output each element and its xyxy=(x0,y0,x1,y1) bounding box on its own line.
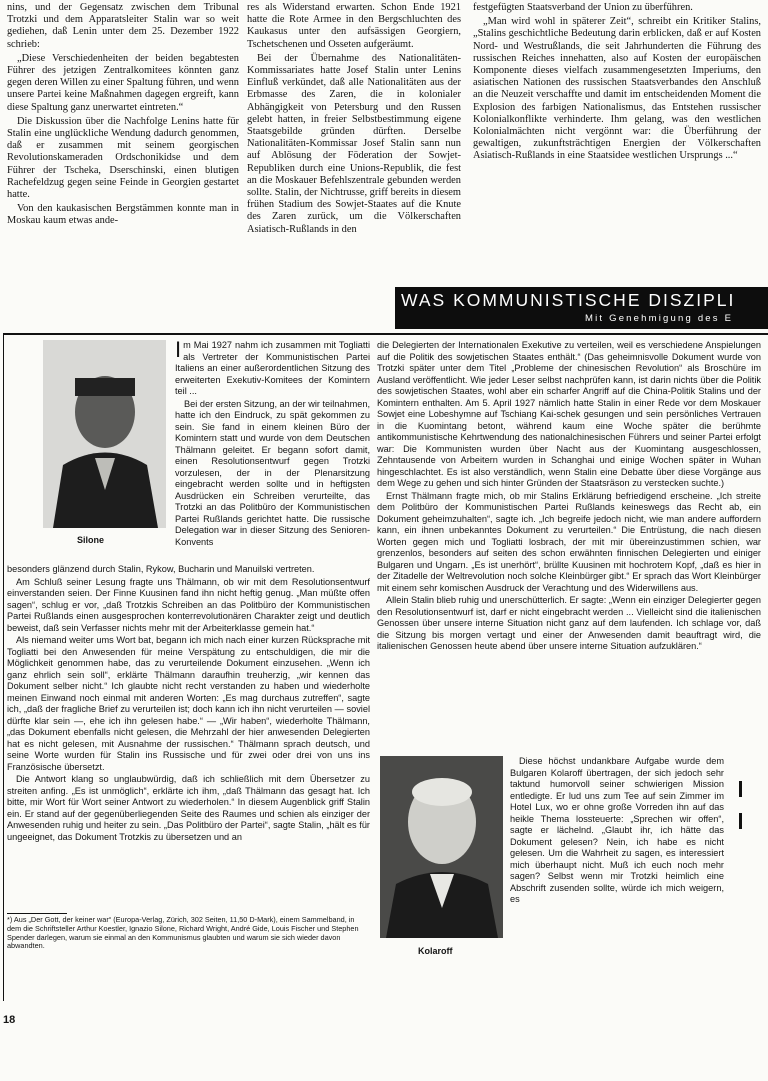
paragraph: Ernst Thälmann fragte mich, ob mir Stalins Erklärung befriedigend erscheine. „Ich streite dem Politbüro der Kommunistischen Partei Rußlands keineswegs das Recht ab, ein Dokument geheimzuhalten“, sagte ich. „Ich begreife jedoch nicht, wie man andere auffordern kann, ein ihnen unbekanntes Dokument zu verurteilen.“ Die Entrüstung, die nach diesen Worten gegen mich und Togliatti losbrach, der mit mir übereinzustimmen schien, war grenzenlos, besonders auf seiten des schon erwähnten finnischen Delegierten und einiger Bulgaren und Ungarn. „Es ist unerhört“, brüllte Kuusinen mit hochrotem Kopf, „daß es hier in der Zitadelle der Weltrevolution noch solche Kleinbürger gibt.“ Er sprach das Wort Kleinbürger mit einem sehr komischen Ausdruck der Verachtung und des Widerwillens aus. xyxy=(377,490,761,593)
margin-mark xyxy=(739,781,742,797)
headline-banner xyxy=(395,287,768,329)
article-top-rule xyxy=(3,333,768,335)
paragraph: Bei der Übernahme des Nationalitäten-Kommissariates hatte Josef Stalin unter Lenins Einfluß verkündet, daß alle Nationalitäten aus der Erbmasse des Zaren, die in kolonialer Abhängigkeit von Petersburg und den Russen gelebt hatten, in freier Selbstbestimmung eigene Staatsgebilde gründen dürften. Derselbe Nationalitäten-Kommissar Josef Stalin sann nun auf Ablösung der Föderation der Sowjet-Republiken durch eine Unions-Republik, die fest an die Moskauer Befehlszentrale gebunden werden sollte. Stalin, der Nichtrusse, griff bereits in diesem frühen Stadium des Sowjet-Staates auf die Knute des Zaren zurück, um die Völkerschaften Asiatisch-Rußlands in den xyxy=(247,52,461,235)
paragraph: Die Antwort klang so unglaubwürdig, daß ich schließlich mit dem Übersetzer zu streiten anfing. „Es ist unmöglich“, erklärte ich ihm, „daß Thälmann das gesagt hat. Ich bitte, mir Wort für Wort seiner Antwort zu wiederholen.“ In diesem Augenblick griff Stalin ein. Er stand auf der gegenüberliegenden Seite des Raumes und schien als einziger der Anwesenden ruhig und heiter zu sein. „Das Politbüro der Partei“, sagte Stalin, „hält es für ungeeignet, das Dokument Trotzkis zu übersetzen und an xyxy=(7,774,370,842)
paragraph: m Mai 1927 nahm ich zusammen mit Togliatti als Vertreter der Kommunistischen Partei Italiens an einer außerordentlichen Sitzung des erweiterten Exekutiv-Komitees der Komintern teil ... xyxy=(175,340,370,396)
top-column-1 xyxy=(7,2,239,285)
paragraph: Bei der ersten Sitzung, an der wir teilnahmen, hatte ich den Eindruck, zu spät gekommen zu sein. Sie fand in einem kleinen Büro der Komintern statt und wurde von dem Deutschen Thälmann geleitet. Er begann sofort damit, einen Resolutionsentwurf gegen Trotzki vorzulesen, der in der Plenarsitzung eingebracht werden sollte und in heftigsten Ausdrücken ein Schreiben verurteilte, das Trotzki an das Politbüro der Kommunistischen Partei Rußlands gerichtet hatte. Die russische Delegation war in dieser Sitzung des Senioren-Konvents xyxy=(175,398,370,547)
paragraph: festgefügten Staatsverband der Union zu überführen. xyxy=(473,2,693,13)
article-left-column xyxy=(7,564,370,909)
paragraph: nins, und der Gegensatz zwischen dem Tribunal Trotzki und dem Apparatsleiter Stalin war so weit gediehen, daß Lenin unter dem 25. Dezember 1922 schrieb: xyxy=(7,2,239,50)
article-intro xyxy=(175,340,370,564)
article-photo-column xyxy=(510,756,724,984)
top-column-2 xyxy=(247,2,461,285)
headline-subtitle: Mit Genehmigung des E xyxy=(585,313,734,324)
paragraph: Von den kaukasischen Bergstämmen konnte man in Moskau kaum etwas ande- xyxy=(7,203,239,227)
drop-cap: I xyxy=(175,340,182,362)
paragraph: Diese höchst undankbare Aufgabe wurde dem Bulgaren Kolaroff übertragen, der sich jedoch sehr taktund humorvoll seiner schwierigen Mission entledigte. Er lud uns zum Tee auf sein Zimmer im Hotel Lux, wo er ohne große Vorreden ihn auf das heikle Thema lossteuerte: „Sprechen wir offen“, sagte er lächelnd. „Glaubt ihr, ich hätte das Dokument gelesen? Nein, ich habe es nicht gelesen. Um die Wahrheit zu sagen, es interessiert mich überhaupt nicht. Muß ich euch noch mehr sagen? Selbst wenn mir Trotzki heimlich eine Abschrift zusenden sollte, würde ich mich weigern, es xyxy=(510,756,724,904)
paragraph: Als niemand weiter ums Wort bat, begann ich mich nach einer kurzen Rücksprache mit Togliatti bei den Anwesenden für meine Verspätung zu entschuldigen, die mir die Möglichkeit genommen habe, das zu verurteilende Dokument einzusehen. „Wenn ich ganz ehrlich sein soll“, erklärte Thälmann daraufhin treuherzig, „wir kennen das Dokument selber nicht.“ Ich glaubte nicht recht verstanden zu haben und wiederholte meinen Einwand noch einmal mit anderen Worten: „Es mag durchaus zutreffen“, sagte ich, „daß der fragliche Brief zu verurteilen ist; doch kann ich ihn nicht verurteilen — soviel dürfte klar sein —, ehe ich ihn gelesen habe.“ — „Wir haben“, wiederholte Thälmann, „das Dokument ebenfalls nicht gelesen, die Mehrzahl der hier anwesenden Delegierten hat es nicht gelesen, mit Ausnahme der russischen.“ Thälmann sprach deutsch, und seine Worte wurden für Stalin ins Russische und für zwei oder drei von uns ins Französische übersetzt. xyxy=(7,635,370,772)
quote-critic: „Man wird wohl in späterer Zeit“, schreibt ein Kritiker Stalins, „Stalins geschichtliche Bedeutung darin erblicken, daß er auf Kosten Nord- und Westrußlands, die seit Jahrhunderten die Führung des russischen Reiches innehatten, also auf Kosten der europäischen Komponente dieses vielfach zusammengesetzten Imperiums, den asiatischen Nationen des russischen Staatsverbandes den Anschluß an die Neuzeit verschaffte und damit im entscheidenden Moment die Explosion des farbigen Nationalismus, das Entstehen russischer Kolonialkonflikte verhinderte. Ihm gelang, was den westlichen Kolonialmächten nicht vergönnt war: die Überführung der gewaltigen, zukunftsträchtigen Energien der Völkerschaften Asiatisch-Rußlands in eine Staatsidee westlichen Ursprungs ...“ xyxy=(473,16,761,162)
silone-photo xyxy=(43,340,166,528)
headline-title: WAS KOMMUNISTISCHE DISZIPLI xyxy=(401,290,736,310)
silone-caption: Silone xyxy=(77,535,105,545)
paragraph: Die Diskussion über die Nachfolge Lenins hatte für Stalin eine unglückliche Wendung dadurch genommen, daß er zusammen mit seinem georgischen Revolutionskameraden Ordschonikidse und dem Führer der Tscheka, Dserschinski, einen blutigen Rachefeldzug gegen seine Feinde in Georgien gestartet hatte. xyxy=(7,115,239,201)
footnote-rule xyxy=(7,913,67,914)
paragraph: die Delegierten der Internationalen Exekutive zu verteilen, weil es verschiedene Anspielungen auf die Politik des sowjetischen Staates enthält.“ (Das geheimnisvolle Dokument wurde von Trotzki später unter dem Titel „Probleme der chinesischen Revolution“ als Broschüre im Ausland veröffentlicht. Wie jeder Leser selbst nachprüfen kann, ist darin nichts über die Politik des sowjetischen Staates, wohl aber ein scharfer Angriff auf die China-Politik Stalins und der Komintern enthalten. Am 5. April 1927 nämlich hatte Stalin in einer Rede vor dem Moskauer Sowjet eine Lobeshymne auf Tschiang Kai-schek gesungen und sein persönliches Vertrauen in die Kuomintang betont, während kaum eine Woche später die berühmte antikommunistische Kehrtwendung des nationalchinesischen Führers und seiner Partei erfolgt war: Die Kommunisten wurden über Nacht aus der Kuomintang ausgeschlossen, Zehntausende von Arbeitern wurden in Schanghai und einige Wochen später in Wuhan hingeschlachtet. Es ist also verständlich, wenn Stalin eine Debatte über diese Vorgänge aus dem Wege zu gehen und sich hinter Gründen der Staatsräson zu verstecken suchte.) xyxy=(377,340,761,488)
kolaroff-caption: Kolaroff xyxy=(418,946,453,956)
paragraph: Am Schluß seiner Lesung fragte uns Thälmann, ob wir mit dem Resolutionsentwurf einverstanden seien. Der Finne Kuusinen fand ihn nicht heftig genug. „Man müßte offen sagen“, schlug er vor, „daß Trotzkis Schreiben an das Politbüro der Kommunistischen Partei Rußlands einen ausgesprochen konterrevolutionären Charakter zeigt und deutlich beweist, daß sein Verfasser nichts mehr mit der Arbeiterklasse gemein hat.“ xyxy=(7,576,370,633)
top-column-3 xyxy=(473,2,761,285)
kolaroff-photo xyxy=(380,756,503,938)
article-left-rule xyxy=(3,333,4,1001)
article-right-column xyxy=(377,340,761,748)
footnote: *) Aus „Der Gott, der keiner war“ (Europa-Verlag, Zürich, 302 Seiten, 11,50 D-Mark), einem Sammelband, in dem die Schriftsteller Arthur Koestler, Ignazio Silone, Richard Wright, André Gide, Louis Fischer und Stephen Spender darlegen, warum sie einmal an den Kommunismus glaubten und warum sie sich wieder davon abwandten. xyxy=(7,915,359,951)
paragraph: Allein Stalin blieb ruhig und unerschütterlich. Er sagte: „Wenn ein einziger Delegierter gegen den Resolutionsentwurf ist, darf er nicht eingebracht werden ... Vielleicht sind die italienischen Genossen über unsere interne Situation nicht ganz auf dem laufenden. Ich schlage vor, daß die Sitzung bis morgen vertagt und einer der Anwesenden damit beauftragt wird, die italienischen Genossen heute abend über unsere interne Situation aufzuklären.“ xyxy=(377,595,761,651)
paragraph: besonders glänzend durch Stalin, Rykow, Bucharin und Manuilski vertreten. xyxy=(7,564,315,574)
margin-mark xyxy=(739,813,742,829)
page-number: 18 xyxy=(3,1014,16,1026)
paragraph: res als Widerstand erwarten. Schon Ende 1921 hatte die Rote Armee in den Bergschluchten des Kaukasus unter den aufsässigen Georgiern, Tschetschenen und Osseten aufgeräumt. xyxy=(247,2,461,50)
quote-lenin: „Diese Verschiedenheiten der beiden begabtesten Führer des jetzigen Zentralkomitees könnten ganz gegen deren Willen zu einer Spaltung führen, und wenn unsere Partei keine Maßnahmen dagegen ergreift, kann diese Spaltung ganz unerwartet eintreten.“ xyxy=(7,52,239,113)
